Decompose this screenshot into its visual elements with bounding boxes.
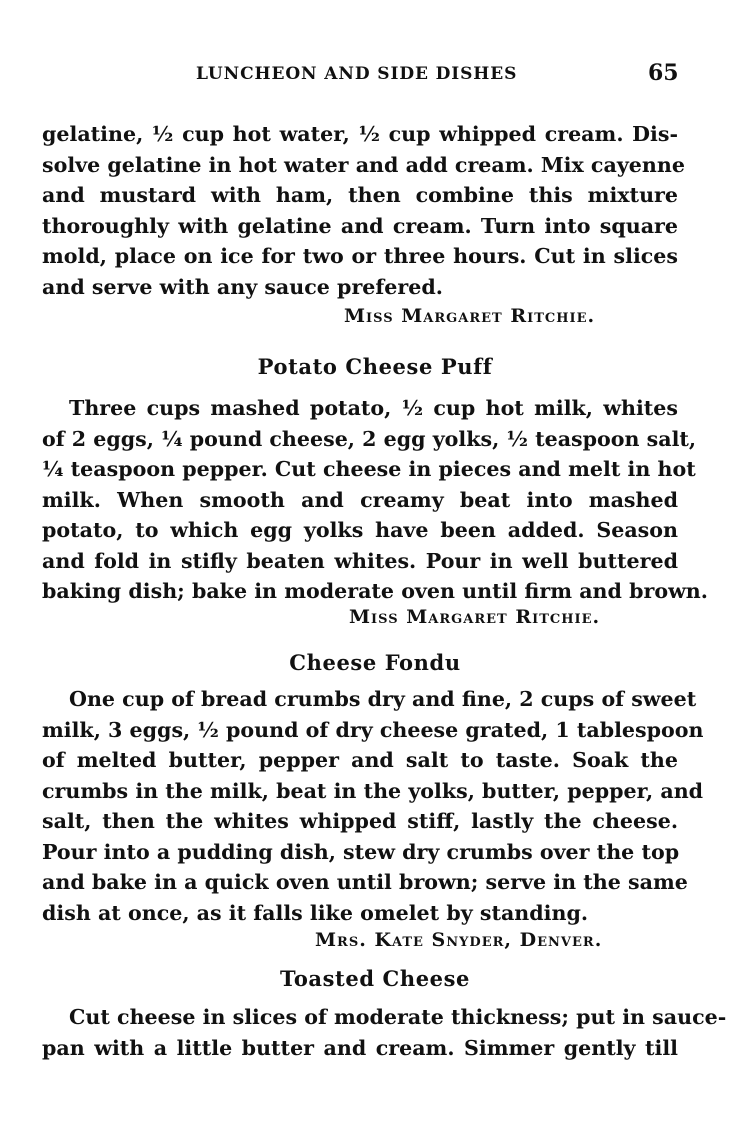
- recipe-title: Potato Cheese Puff: [257, 354, 493, 379]
- recipe-title: Toasted Cheese: [280, 966, 470, 991]
- text-line: Three cups mashed potato, ½ cup hot milk, whites: [69, 396, 678, 420]
- page-number: 65: [648, 60, 679, 86]
- text-line: and fold in stifly beaten whites. Pour in well buttered: [42, 548, 678, 573]
- continued-recipe-text: [42, 119, 685, 302]
- text-line: One cup of bread crumbs dry and fine, 2 cups of sweet: [69, 687, 697, 711]
- text-line: crumbs in the milk, beat in the yolks, butter, pepper, and: [42, 778, 704, 803]
- text-line: gelatine, ½ cup hot water, ½ cup whipped cream. Dis-: [42, 122, 678, 146]
- text-line: and bake in a quick oven until brown; serve in the same: [42, 870, 688, 894]
- text-line: milk, 3 eggs, ½ pound of dry cheese grated, 1 tablespoon: [42, 717, 704, 742]
- text-line: Pour into a pudding dish, stew dry crumbs over the top: [42, 839, 680, 864]
- text-line: Cut cheese in slices of moderate thickness; put in sauce-: [69, 1005, 727, 1029]
- recipe-text: [42, 1002, 727, 1063]
- text-line: and mustard with ham, then combine this mixture: [42, 183, 678, 207]
- text-line: pan with a little butter and cream. Simmer gently till: [42, 1035, 678, 1060]
- text-line: solve gelatine in hot water and add cream. Mix cayenne: [42, 152, 685, 177]
- text-line: ¼ teaspoon pepper. Cut cheese in pieces and melt in hot: [42, 457, 696, 481]
- text-line: baking dish; bake in moderate oven until firm and brown.: [42, 579, 708, 603]
- text-line: dish at once, as it falls like omelet by standing.: [42, 900, 589, 925]
- recipe-signature: Mrs. Kate Snyder, Denver.: [315, 929, 603, 951]
- recipe-text: [42, 393, 708, 607]
- running-title: LUNCHEON AND SIDE DISHES: [196, 64, 518, 84]
- text-line: of melted butter, pepper and salt to taste. Soak the: [42, 748, 678, 772]
- recipe-text: [42, 684, 704, 928]
- text-line: milk. When smooth and creamy beat into mashed: [42, 487, 678, 512]
- text-line: salt, then the whites whipped stiff, lastly the cheese.: [42, 809, 678, 833]
- text-line: thoroughly with gelatine and cream. Turn into square: [42, 213, 678, 238]
- text-line: of 2 eggs, ¼ pound cheese, 2 egg yolks, ½ teaspoon salt,: [42, 426, 697, 451]
- recipe-signature: Miss Margaret Ritchie.: [344, 305, 596, 327]
- text-line: mold, place on ice for two or three hours. Cut in slices: [42, 244, 678, 268]
- recipe-title: Cheese Fondu: [289, 650, 461, 675]
- text-line: potato, to which egg yolks have been added. Season: [42, 518, 678, 542]
- text-line: and serve with any sauce prefered.: [42, 274, 443, 299]
- recipe-signature: Miss Margaret Ritchie.: [349, 606, 601, 628]
